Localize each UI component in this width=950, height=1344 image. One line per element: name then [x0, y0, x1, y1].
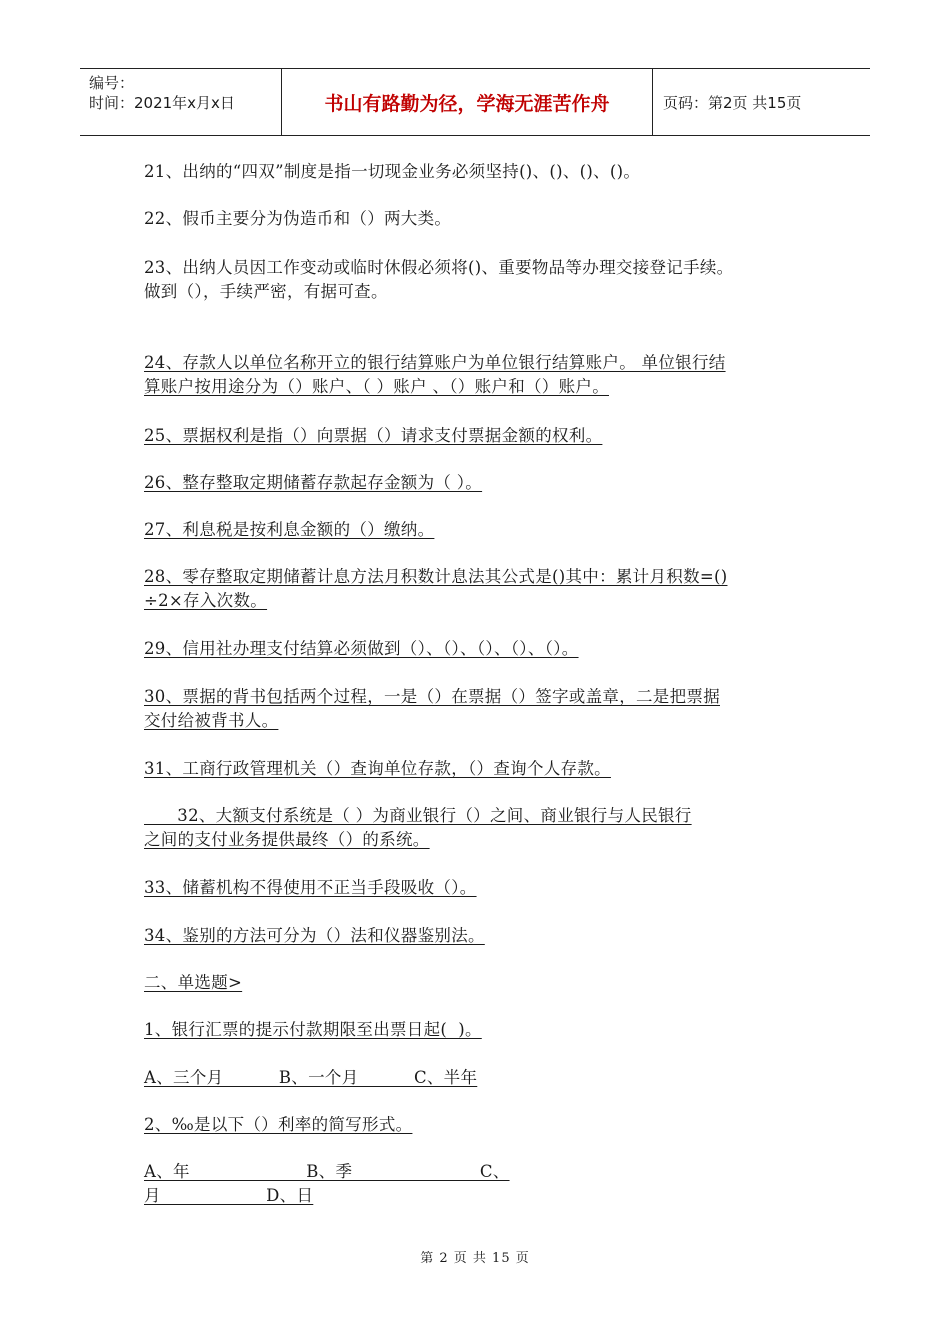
page-header	[80, 68, 870, 136]
mc-question-2-options-cont: 月 D、日	[144, 1186, 314, 1205]
question-32: 32、大额支付系统是（ ）为商业银行（）之间、商业银行与人民银行	[144, 806, 692, 825]
time-label: 时间：2021年x月x日	[89, 94, 235, 112]
question-24-cont: 算账户按用途分为（）账户、（ ）账户 、（）账户和（）账户。	[144, 377, 609, 396]
question-33: 33、储蓄机构不得使用不正当手段吸收（）。	[144, 878, 477, 897]
question-27: 27、利息税是按利息金额的（）缴纳。	[144, 520, 435, 539]
question-28-cont: ÷2×存入次数。	[144, 591, 268, 610]
question-29: 29、信用社办理支付结算必须做到（）、（）、（）、（）、（）。	[144, 639, 579, 658]
page-number-label: 页码：第2页 共15页	[663, 93, 802, 112]
question-21: 21、出纳的“四双”制度是指一切现金业务必须坚持()、()、()、()。	[144, 162, 641, 181]
mc-question-1-options: A、三个月 B、一个月 C、半年	[144, 1068, 478, 1087]
question-23: 23、出纳人员因工作变动或临时休假必须将()、重要物品等办理交接登记手续。	[144, 258, 734, 277]
section-heading-single-choice: 二、单选题>	[144, 973, 243, 992]
header-left-cell	[80, 69, 281, 135]
question-30-cont: 交付给被背书人。	[144, 711, 279, 730]
question-32-cont: 之间的支付业务提供最终（）的系统。	[144, 830, 430, 849]
question-30: 30、票据的背书包括两个过程，一是（）在票据（）签字或盖章，二是把票据	[144, 687, 720, 706]
question-34: 34、鉴别的方法可分为（）法和仪器鉴别法。	[144, 926, 485, 945]
mc-question-2-options: A、年 B、季 C、	[144, 1162, 510, 1181]
page-footer: 第 2 页 共 15 页	[420, 1251, 530, 1266]
question-23-cont: 做到（），手续严密，有据可查。	[144, 282, 388, 301]
mc-question-2: 2、‰是以下（）利率的简写形式。	[144, 1115, 413, 1134]
question-22: 22、假币主要分为伪造币和（）两大类。	[144, 209, 452, 228]
question-31: 31、工商行政管理机关（）查询单位存款，（）查询个人存款。	[144, 759, 611, 778]
number-label: 编号：	[89, 74, 135, 92]
question-25: 25、票据权利是指（）向票据（）请求支付票据金额的权利。	[144, 426, 603, 445]
mc-question-1: 1、银行汇票的提示付款期限至出票日起( )。	[144, 1020, 482, 1039]
question-24: 24、存款人以单位名称开立的银行结算账户为单位银行结算账户。 单位银行结	[144, 353, 726, 372]
question-28: 28、零存整取定期储蓄计息方法月积数计息法其公式是()其中：累计月积数=()	[144, 567, 728, 586]
motto: 书山有路勤为径，学海无涯苦作舟	[281, 69, 653, 135]
question-26: 26、整存整取定期储蓄存款起存金额为（ ）。	[144, 473, 483, 492]
